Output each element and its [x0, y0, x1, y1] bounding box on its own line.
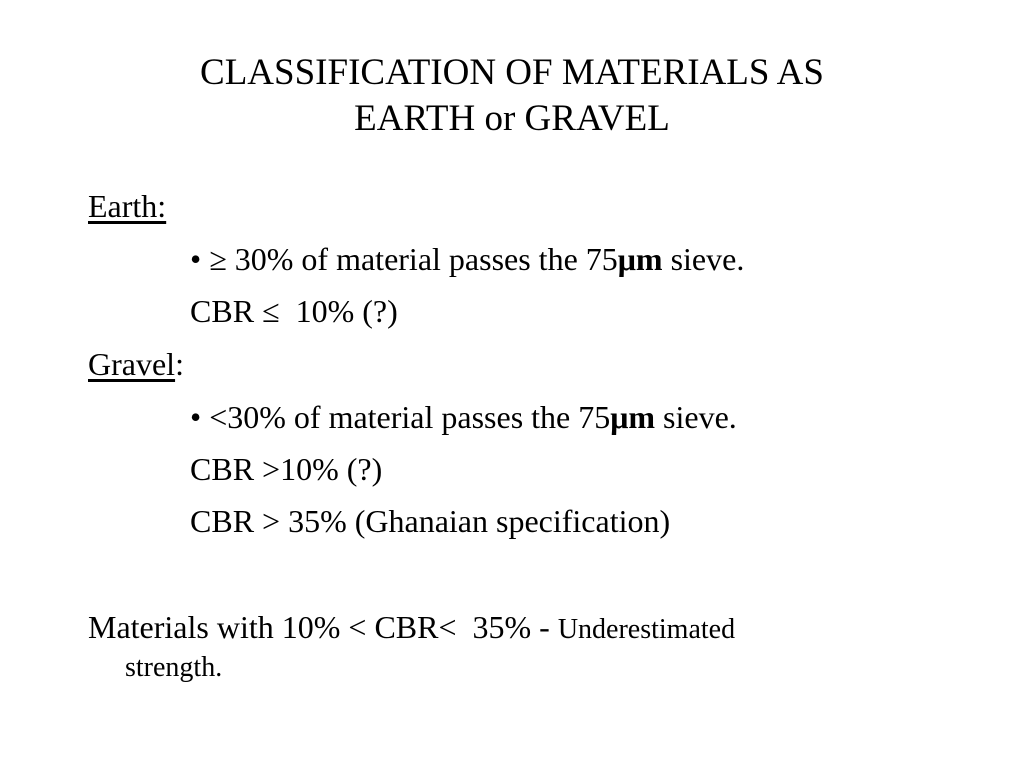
less-equal-symbol: ≤ — [262, 293, 280, 329]
materials-continuation: strength. — [125, 652, 223, 683]
materials-main-text: Materials with 10% < CBR< 35% - — [88, 609, 558, 645]
earth-cbr-pre: CBR — [190, 293, 263, 329]
earth-unit: μm — [617, 241, 663, 277]
gravel-line1-end: sieve. — [655, 399, 737, 435]
title-line-1: CLASSIFICATION OF MATERIALS AS — [200, 52, 824, 93]
bullet-icon: • — [190, 399, 202, 435]
earth-line1-end: sieve. — [662, 241, 745, 277]
slide-title — [0, 50, 1024, 142]
gravel-heading-colon: : — [175, 346, 184, 382]
greater-equal-symbol: ≥ — [209, 241, 227, 277]
less-than-symbol: < — [209, 399, 228, 435]
bullet-icon: • — [190, 241, 202, 277]
earth-heading — [88, 186, 166, 226]
earth-cbr-post: 10% (?) — [279, 293, 398, 329]
title-line-2: EARTH or GRAVEL — [354, 98, 670, 139]
earth-heading-text: Earth: — [88, 188, 167, 224]
materials-small-text: Underestimated — [557, 614, 736, 645]
gravel-heading — [88, 344, 184, 384]
gravel-line1-text: 30% of material passes the 75 — [227, 399, 611, 435]
gravel-heading-text: Gravel — [88, 346, 176, 382]
gravel-bullet-line — [190, 397, 737, 437]
earth-line1-text: 30% of material passes the 75 — [226, 241, 618, 277]
materials-line — [88, 607, 735, 650]
gravel-unit: μm — [610, 399, 656, 435]
gravel-ghana-spec-line: CBR > 35% (Ghanaian specification) — [190, 503, 671, 539]
gravel-cbr-line: CBR >10% (?) — [190, 451, 383, 487]
earth-bullet-line — [190, 239, 744, 279]
earth-cbr-line — [190, 291, 398, 331]
